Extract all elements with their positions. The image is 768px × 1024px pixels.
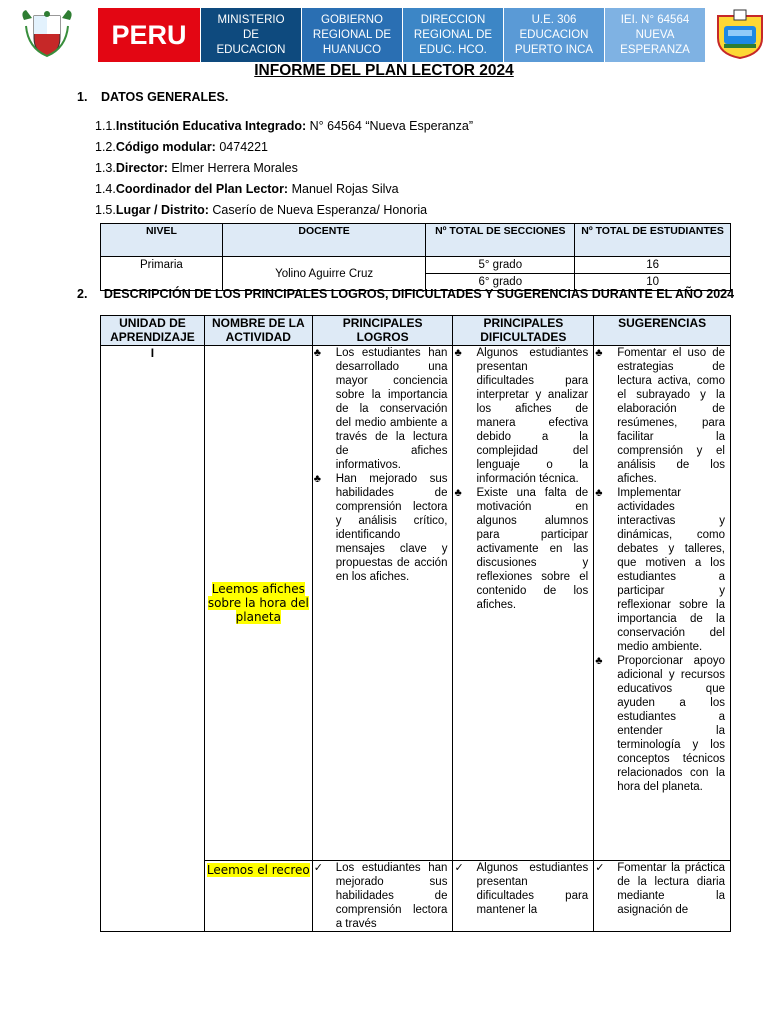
header-box-iei: IEI. N° 64564 NUEVA ESPERANZA [605, 8, 705, 62]
header-nivel: NIVEL [101, 224, 223, 257]
item-label: Coordinador del Plan Lector: [115, 182, 289, 196]
cell-docente: Yolino Aguirre Cruz [222, 257, 426, 291]
cell-actividad [204, 346, 312, 861]
header-unidad: UNIDAD DE APRENDIZAJE [101, 316, 205, 346]
general-data-table [100, 223, 731, 291]
item-number: 1.2. [95, 140, 116, 154]
header-logros: PRINCIPALES LOGROS [312, 316, 453, 346]
header-docente: DOCENTE [222, 224, 426, 257]
cell-seccion: 6° grado [426, 274, 575, 291]
letterhead [18, 6, 750, 60]
list-item-text: Han mejorado sus habilidades de comprensión lectora y análisis crítico, identificando mensajes clave y propuestas de acción en los afiches. [335, 473, 448, 583]
club-bullet-icon: ♣ [595, 487, 603, 499]
list-item [313, 861, 448, 929]
section-title: DATOS GENERALES. [101, 90, 229, 104]
item-number: 1.5. [95, 203, 116, 217]
item-institucion [95, 119, 473, 133]
section-number: 1. [77, 90, 88, 104]
peru-coat-of-arms-icon [20, 8, 74, 58]
club-bullet-icon: ♣ [313, 347, 321, 359]
cell-estudiantes: 10 [575, 274, 731, 291]
table-header-row [101, 316, 731, 346]
activity-name: Leemos el recreo [206, 863, 310, 877]
list-item-text: Existe una falta de motivación en algunos alumnos para participar activamente en las discusiones y reflexiones sobre el contenido de los afiches. [476, 487, 589, 611]
school-emblem-icon [712, 8, 768, 60]
header-box-ugel: U.E. 306 EDUCACION PUERTO INCA [504, 8, 604, 62]
list-item [454, 861, 589, 917]
table-header-row [101, 224, 731, 257]
table-row [101, 346, 731, 861]
item-lugar-distrito [95, 203, 427, 217]
list-item [595, 861, 725, 917]
list-item-text: Los estudiantes han desarrollado una mayor conciencia sobre la importancia de la conservación del medio ambiente a través de la lectura de afiches informativos. [335, 347, 448, 471]
list-item-text: Los estudiantes han mejorado sus habilidades de comprensión lectora a través [335, 862, 448, 929]
cell-dificultades [453, 861, 594, 932]
club-bullet-icon: ♣ [595, 655, 603, 667]
section-title: DESCRIPCIÓN DE LOS PRINCIPALES LOGROS, DIFICULTADES Y SUGERENCIAS DURANTE EL AÑO 2024 [103, 287, 735, 301]
club-bullet-icon: ♣ [595, 347, 603, 359]
header-sugerencias: SUGERENCIAS [594, 316, 731, 346]
cell-seccion: 5° grado [426, 257, 575, 274]
section-2-heading [77, 288, 737, 301]
list-item-text: Proporcionar apoyo adicional y recursos educativos que ayuden a los estudiantes a entender la terminología y los conceptos técnicos relacionados con la hora del planeta. [617, 655, 725, 793]
club-bullet-icon: ♣ [454, 347, 462, 359]
achievements-table [100, 315, 731, 932]
item-coordinador [95, 182, 399, 196]
club-bullet-icon: ♣ [313, 473, 321, 485]
item-number: 1.3. [95, 161, 116, 175]
item-label: Código modular: [115, 140, 216, 154]
item-value: Elmer Herrera Morales [167, 161, 298, 175]
item-director [95, 161, 298, 175]
item-codigo-modular [95, 140, 268, 154]
cell-logros [312, 861, 453, 932]
checkmark-bullet-icon: ✓ [595, 862, 605, 874]
section-number: 2. [77, 287, 88, 301]
item-value: Caserío de Nueva Esperanza/ Honoria [208, 203, 428, 217]
cell-sugerencias [594, 346, 731, 861]
list-item-text: Algunos estudiantes presentan dificultades para interpretar y analizar los afiches de manera efectiva debido a la complejidad del lenguaje o la información técnica. [476, 347, 589, 485]
peru-banner: PERU [98, 8, 200, 62]
list-item [454, 346, 589, 486]
list-item [595, 654, 725, 794]
cell-actividad [204, 861, 312, 932]
cell-dificultades [453, 346, 594, 861]
section-1-heading [77, 90, 228, 104]
list-item [595, 486, 725, 654]
cell-unidad: I [101, 346, 205, 932]
header-box-direccion: DIRECCION REGIONAL DE EDUC. HCO. [403, 8, 503, 62]
club-bullet-icon: ♣ [454, 487, 462, 499]
item-label: Institución Educativa Integrado: [115, 119, 307, 133]
header-total-secciones: Nº TOTAL DE SECCIONES [426, 224, 575, 257]
list-item [595, 346, 725, 486]
list-item [454, 486, 589, 612]
item-value: Manuel Rojas Silva [288, 182, 399, 196]
checkmark-bullet-icon: ✓ [313, 862, 323, 874]
list-item-text: Fomentar el uso de estrategias de lectura activa, como el subrayado y la elaboración de resúmenes, para facilitar la comprensión y el análisis de los afiches. [617, 347, 725, 485]
table-row [101, 257, 731, 274]
header-actividad: NOMBRE DE LA ACTIVIDAD [204, 316, 312, 346]
header-box-gobierno: GOBIERNO REGIONAL DE HUANUCO [302, 8, 402, 62]
list-item [313, 346, 448, 472]
item-label: Lugar / Distrito: [115, 203, 209, 217]
item-number: 1.4. [95, 182, 116, 196]
cell-logros [312, 346, 453, 861]
item-number: 1.1. [95, 119, 116, 133]
list-item-text: Implementar actividades interactivas y dinámicas, como debates y talleres, que motiven a los estudiantes a participar y reflexionar sobre la importancia de la conservación del medio ambiente. [617, 487, 725, 653]
list-item [313, 472, 448, 584]
item-label: Director: [115, 161, 168, 175]
list-item-text: Fomentar la práctica de la lectura diaria mediante la asignación de [617, 862, 725, 916]
header-box-ministerio: MINISTERIO DE EDUCACION [201, 8, 301, 62]
list-item-text: Algunos estudiantes presentan dificultades para mantener la [476, 862, 589, 916]
item-value: 0474221 [215, 140, 268, 154]
document-title: INFORME DEL PLAN LECTOR 2024 [254, 62, 514, 79]
cell-sugerencias [594, 861, 731, 932]
header-total-estudiantes: Nº TOTAL DE ESTUDIANTES [575, 224, 731, 257]
cell-estudiantes: 16 [575, 257, 731, 274]
checkmark-bullet-icon: ✓ [454, 862, 464, 874]
header-dificultades: PRINCIPALES DIFICULTADES [453, 316, 594, 346]
item-value: N° 64564 “Nueva Esperanza” [306, 119, 474, 133]
cell-nivel: Primaria [101, 257, 223, 291]
activity-name: Leemos afiches sobre la hora del planeta [207, 582, 309, 624]
